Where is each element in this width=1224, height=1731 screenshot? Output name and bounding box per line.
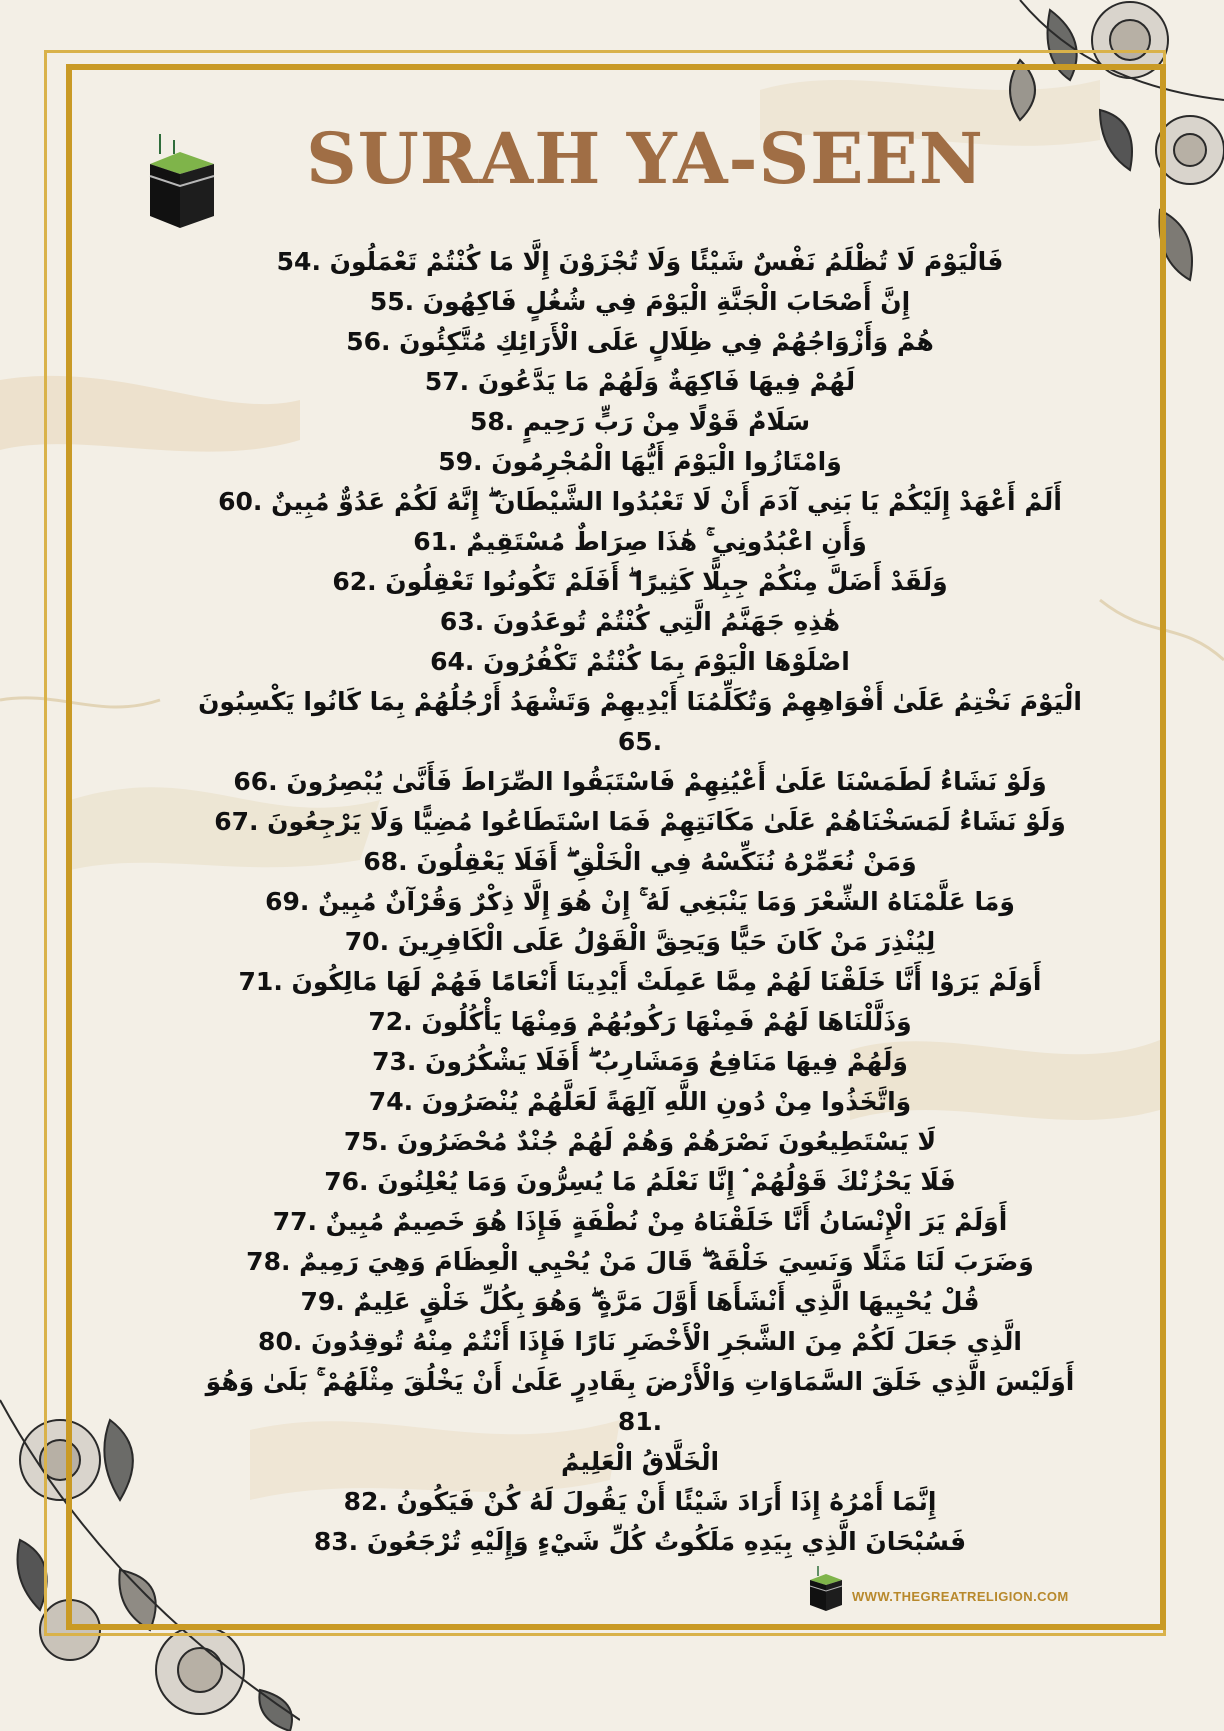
- verse-list: [190, 242, 1090, 1562]
- verse-55: إِنَّ أَصْحَابَ الْجَنَّةِ الْيَوْمَ فِي شُغُلٍ فَاكِهُونَ .55: [369, 287, 911, 316]
- verse-60: أَلَمْ أَعْهَدْ إِلَيْكُمْ يَا بَنِي آدَمَ أَنْ لَا تَعْبُدُوا الشَّيْطَانَ ۖ إِنَّهُ لَكُمْ عَدُوٌّ مُبِينٌ .60: [218, 487, 1062, 516]
- verse-58: سَلَامٌ قَوْلًا مِنْ رَبٍّ رَحِيمٍ .58: [469, 407, 811, 436]
- verse-77: أَوَلَمْ يَرَ الْإِنْسَانُ أَنَّا خَلَقْنَاهُ مِنْ نُطْفَةٍ فَإِذَا هُوَ خَصِيمٌ مُبِينٌ .77: [272, 1207, 1008, 1236]
- website-link[interactable]: WWW.THEGREATRELIGION.COM: [852, 1589, 1069, 1604]
- verse-57: لَهُمْ فِيهَا فَاكِهَةٌ وَلَهُمْ مَا يَدَّعُونَ .57: [424, 367, 856, 396]
- verse-56: هُمْ وَأَزْوَاجُهُمْ فِي ظِلَالٍ عَلَى الْأَرَائِكِ مُتَّكِئُونَ .56: [346, 327, 934, 356]
- verse-61: وَأَنِ اعْبُدُونِي ۚ هَٰذَا صِرَاطٌ مُسْتَقِيمٌ .61: [413, 527, 867, 556]
- verse-66: وَلَوْ نَشَاءُ لَطَمَسْنَا عَلَىٰ أَعْيُنِهِمْ فَاسْتَبَقُوا الصِّرَاطَ فَأَنَّىٰ يُبْصِرُونَ .66: [233, 767, 1047, 796]
- verse-80: الَّذِي جَعَلَ لَكُمْ مِنَ الشَّجَرِ الْأَخْضَرِ نَارًا فَإِذَا أَنْتُمْ مِنْهُ تُوقِدُونَ .80: [258, 1327, 1022, 1356]
- verse-76: فَلَا يَحْزُنْكَ قَوْلُهُمْ ۘ إِنَّا نَعْلَمُ مَا يُسِرُّونَ وَمَا يُعْلِنُونَ .76: [324, 1167, 956, 1196]
- verse-75: لَا يَسْتَطِيعُونَ نَصْرَهُمْ وَهُمْ لَهُمْ جُنْدٌ مُحْضَرُونَ .75: [343, 1127, 937, 1156]
- verse-64: اصْلَوْهَا الْيَوْمَ بِمَا كُنْتُمْ تَكْفُرُونَ .64: [430, 647, 850, 676]
- verse-78: وَضَرَبَ لَنَا مَثَلًا وَنَسِيَ خَلْقَهُ ۖ قَالَ مَنْ يُحْيِي الْعِظَامَ وَهِيَ رَمِيمٌ .78: [246, 1247, 1034, 1276]
- verse-70: لِيُنْذِرَ مَنْ كَانَ حَيًّا وَيَحِقَّ الْقَوْلُ عَلَى الْكَافِرِينَ .70: [344, 927, 936, 956]
- verse-59: وَامْتَازُوا الْيَوْمَ أَيُّهَا الْمُجْرِمُونَ .59: [438, 447, 842, 476]
- verse-68: وَمَنْ نُعَمِّرْهُ نُنَكِّسْهُ فِي الْخَلْقِ ۖ أَفَلَا يَعْقِلُونَ .68: [363, 847, 917, 876]
- verse-62: وَلَقَدْ أَضَلَّ مِنْكُمْ جِبِلًّا كَثِيرًا ۖ أَفَلَمْ تَكُونُوا تَعْقِلُونَ .62: [332, 567, 948, 596]
- verse-65: الْيَوْمَ نَخْتِمُ عَلَىٰ أَفْوَاهِهِمْ وَتُكَلِّمُنَا أَيْدِيهِمْ وَتَشْهَدُ أَرْجُلُهُمْ بِمَا كَانُوا يَكْسِبُونَ .65: [198, 687, 1082, 756]
- verse-69: وَمَا عَلَّمْنَاهُ الشِّعْرَ وَمَا يَنْبَغِي لَهُ ۚ إِنْ هُوَ إِلَّا ذِكْرٌ وَقُرْآنٌ مُبِينٌ .69: [265, 887, 1015, 916]
- verse-63: هَٰذِهِ جَهَنَّمُ الَّتِي كُنْتُمْ تُوعَدُونَ .63: [439, 607, 841, 636]
- verse-67: وَلَوْ نَشَاءُ لَمَسَخْنَاهُمْ عَلَىٰ مَكَانَتِهِمْ فَمَا اسْتَطَاعُوا مُضِيًّا وَلَا يَرْجِعُونَ .67: [214, 807, 1066, 836]
- verse-54: فَالْيَوْمَ لَا تُظْلَمُ نَفْسٌ شَيْئًا وَلَا تُجْزَوْنَ إِلَّا مَا كُنْتُمْ تَعْمَلُونَ .54: [276, 247, 1004, 276]
- verse-74: وَاتَّخَذُوا مِنْ دُونِ اللَّهِ آلِهَةً لَعَلَّهُمْ يُنْصَرُونَ .74: [368, 1087, 912, 1116]
- verse-81-continued: الْخَلَّاقُ الْعَلِيمُ: [560, 1447, 720, 1476]
- verse-73: وَلَهُمْ فِيهَا مَنَافِعُ وَمَشَارِبُ ۖ أَفَلَا يَشْكُرُونَ .73: [372, 1047, 908, 1076]
- page-title: SURAH YA-SEEN: [306, 117, 984, 200]
- kaaba-small-icon: [806, 1566, 846, 1612]
- verse-71: أَوَلَمْ يَرَوْا أَنَّا خَلَقْنَا لَهُمْ مِمَّا عَمِلَتْ أَيْدِينَا أَنْعَامًا فَهُمْ لَهَا مَالِكُونَ .71: [238, 967, 1042, 996]
- verse-79: قُلْ يُحْيِيهَا الَّذِي أَنْشَأَهَا أَوَّلَ مَرَّةٍ ۖ وَهُوَ بِكُلِّ خَلْقٍ عَلِيمٌ .79: [300, 1287, 980, 1316]
- verse-81: أَوَلَيْسَ الَّذِي خَلَقَ السَّمَاوَاتِ وَالْأَرْضَ بِقَادِرٍ عَلَىٰ أَنْ يَخْلُقَ مِثْلَهُمْ ۚ بَلَىٰ وَهُوَ .81: [205, 1367, 1075, 1436]
- kaaba-icon: [140, 130, 220, 230]
- verse-83: فَسُبْحَانَ الَّذِي بِيَدِهِ مَلَكُوتُ كُلِّ شَيْءٍ وَإِلَيْهِ تُرْجَعُونَ .83: [313, 1527, 967, 1556]
- verse-72: وَذَلَّلْنَاهَا لَهُمْ فَمِنْهَا رَكُوبُهُمْ وَمِنْهَا يَأْكُلُونَ .72: [368, 1007, 912, 1036]
- verse-82: إِنَّمَا أَمْرُهُ إِذَا أَرَادَ شَيْئًا أَنْ يَقُولَ لَهُ كُنْ فَيَكُونُ .82: [343, 1487, 937, 1516]
